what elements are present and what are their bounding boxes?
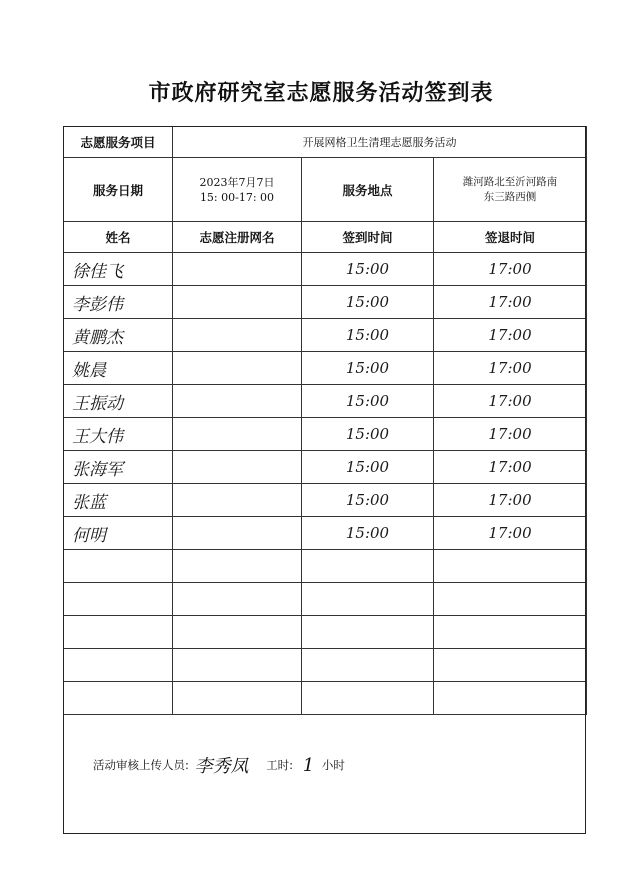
row-signin-cell: 15:00 — [302, 286, 434, 319]
uploader-label: 活动审核上传人员: — [93, 758, 189, 772]
footer — [93, 752, 345, 778]
project-label: 志愿服务项目 — [64, 127, 173, 158]
row-signout-cell: 17:00 — [434, 253, 587, 286]
date-value-line1: 2023年7月7日 — [199, 175, 275, 189]
date-label: 服务日期 — [64, 158, 173, 222]
col-header-signout: 签退时间 — [434, 222, 587, 253]
uploader-signature: 李秀凤 — [194, 756, 249, 777]
project-value: 开展网格卫生清理志愿服务活动 — [173, 127, 587, 158]
row-signin-cell: 15:00 — [302, 517, 434, 550]
row-signout-cell: 17:00 — [434, 352, 587, 385]
row-signout-cell: 17:00 — [434, 418, 587, 451]
row-name-cell: 张海军 — [64, 451, 173, 484]
row-name-cell: 何明 — [64, 517, 173, 550]
row-name-cell: 王大伟 — [64, 418, 173, 451]
col-header-signin: 签到时间 — [302, 222, 434, 253]
place-value-line1: 潍河路北至沂河路南 — [462, 175, 558, 188]
row-signin-cell: 15:00 — [302, 484, 434, 517]
row-signin-cell: 15:00 — [302, 352, 434, 385]
page-title: 市政府研究室志愿服务活动签到表 — [148, 80, 494, 106]
row-signin-cell: 15:00 — [302, 319, 434, 352]
row-name-cell: 张蓝 — [64, 484, 173, 517]
date-value-line2: 15: 00-17: 00 — [199, 190, 275, 204]
row-name-cell: 徐佳飞 — [64, 253, 173, 286]
col-header-name: 姓名 — [64, 222, 173, 253]
row-name-cell: 黄鹏杰 — [64, 319, 173, 352]
row-signout-cell: 17:00 — [434, 286, 587, 319]
row-signout-cell: 17:00 — [434, 451, 587, 484]
row-signout-cell: 17:00 — [434, 484, 587, 517]
col-header-netname: 志愿注册网名 — [173, 222, 302, 253]
hours-unit: 小时 — [321, 758, 345, 772]
row-signout-cell: 17:00 — [434, 517, 587, 550]
hours-label: 工时: — [266, 758, 294, 772]
row-name-cell: 姚晨 — [64, 352, 173, 385]
row-signin-cell: 15:00 — [302, 418, 434, 451]
place-value-line2: 东三路西侧 — [483, 190, 537, 203]
row-name-cell: 李彭伟 — [64, 286, 173, 319]
hours-value: 1 — [302, 754, 315, 776]
place-label: 服务地点 — [302, 158, 434, 222]
row-signout-cell: 17:00 — [434, 385, 587, 418]
form-frame — [63, 126, 586, 834]
row-signin-cell: 15:00 — [302, 451, 434, 484]
row-name-cell: 王振动 — [64, 385, 173, 418]
row-signin-cell: 15:00 — [302, 253, 434, 286]
row-signout-cell: 17:00 — [434, 319, 587, 352]
row-signin-cell: 15:00 — [302, 385, 434, 418]
